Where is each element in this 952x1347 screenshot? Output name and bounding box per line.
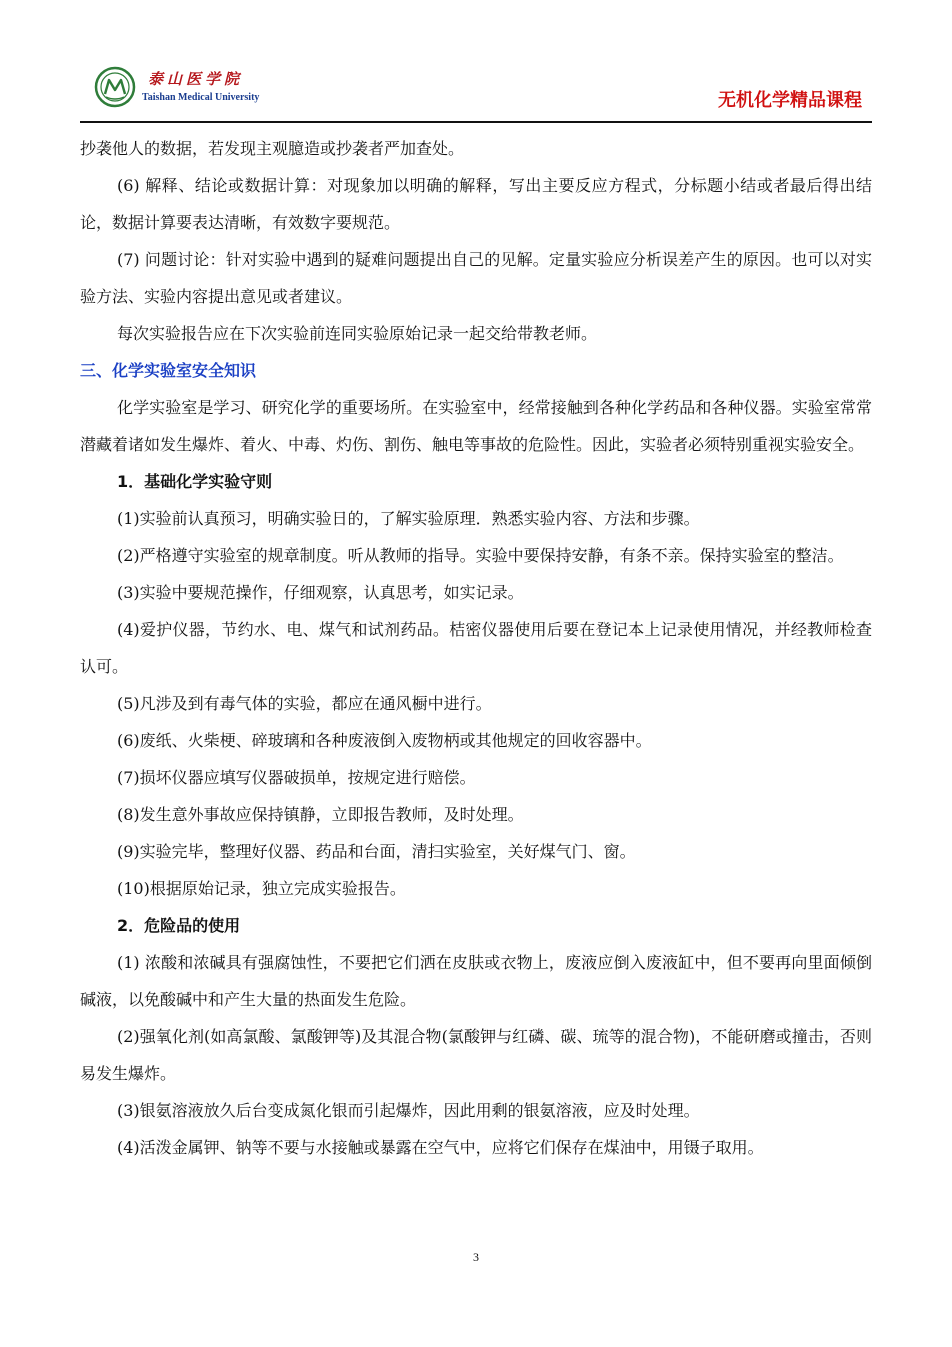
school-name-en: Taishan Medical University [142, 92, 260, 103]
paragraph: (7)损坏仪器应填写仪器破损单，按规定进行赔偿。 [117, 768, 476, 787]
paragraph: 化学实验室是学习、研究化学的重要场所。在实验室中，经常接触到各种化学药品和各种仪器。实验室常常潜藏着诸如发生爆炸、着火、中毒、灼伤、割伤、触电等事故的危险性。因此，实验者必须特别重视实验安全。 [80, 398, 872, 454]
paragraph: (8)发生意外事故应保持镇静，立即报告教师，及时处理。 [117, 805, 524, 824]
paragraph: (10)根据原始记录，独立完成实验报告。 [117, 879, 406, 898]
paragraph: (3)银氨溶液放久后台变成氮化银而引起爆炸，因此用剩的银氨溶液，应及时处理。 [117, 1101, 700, 1120]
paragraph: (7) 问题讨论：针对实验中遇到的疑难问题提出自己的见解。定量实验应分析误差产生的原因。也可以对实验方法、实验内容提出意见或者建议。 [80, 250, 872, 306]
paragraph: (9)实验完毕，整理好仪器、药品和台面，清扫实验室，关好煤气门、窗。 [117, 842, 636, 861]
paragraph: (6) 解释、结论或数据计算：对现象加以明确的解释，写出主要反应方程式，分标题小结或者最后得出结论，数据计算要表达清晰，有效数字要规范。 [80, 176, 872, 232]
subsection-heading: 1．基础化学实验守则 [117, 472, 273, 491]
page-number: 3 [473, 1250, 479, 1264]
paragraph: (1) 浓酸和浓碱具有强腐蚀性，不要把它们洒在皮肤或衣物上，废液应倒入废液缸中，但不要再向里面倾倒碱液，以免酸碱中和产生大量的热面发生危险。 [80, 953, 872, 1009]
page-content [80, 130, 872, 1166]
university-logo-icon [94, 66, 136, 108]
course-title: 无机化学精品课程 [718, 90, 862, 111]
school-name-cn: 泰山医学院 [148, 70, 244, 88]
header-divider [80, 121, 872, 123]
paragraph: 抄袭他人的数据，若发现主观臆造或抄袭者严加查处。 [80, 139, 465, 158]
paragraph: (2)强氧化剂(如高氯酸、氯酸钾等)及其混合物(氯酸钾与红磷、碳、琉等的混合物)，不能研磨或撞击，否则易发生爆炸。 [80, 1027, 872, 1083]
paragraph: 每次实验报告应在下次实验前连同实验原始记录一起交给带教老师。 [117, 324, 598, 343]
page-header [80, 62, 872, 122]
paragraph: (1)实验前认真预习，明确实验日的，了解实验原理．熟悉实验内容、方法和步骤。 [117, 509, 700, 528]
section-heading: 三、化学实验室安全知识 [80, 361, 257, 380]
paragraph: (6)废纸、火柴梗、碎玻璃和各种废液倒入废物柄或其他规定的回收容器中。 [117, 731, 652, 750]
paragraph: (5)凡涉及到有毒气体的实验，都应在通风橱中进行。 [117, 694, 492, 713]
subsection-heading: 2．危险品的使用 [117, 916, 241, 935]
paragraph: (2)严格遵守实验室的规章制度。听从教师的指导。实验中要保持安静，有条不亲。保持实验室的整洁。 [117, 546, 844, 565]
paragraph: (3)实验中要规范操作，仔细观察，认真思考，如实记录。 [117, 583, 524, 602]
paragraph: (4)活泼金属钾、钠等不要与水接触或暴露在空气中，应将它们保存在煤油中，用镊子取用。 [117, 1138, 764, 1157]
paragraph: (4)爱护仪器，节约水、电、煤气和试剂药品。桔密仪器使用后要在登记本上记录使用情况，并经教师检查认可。 [80, 620, 872, 676]
